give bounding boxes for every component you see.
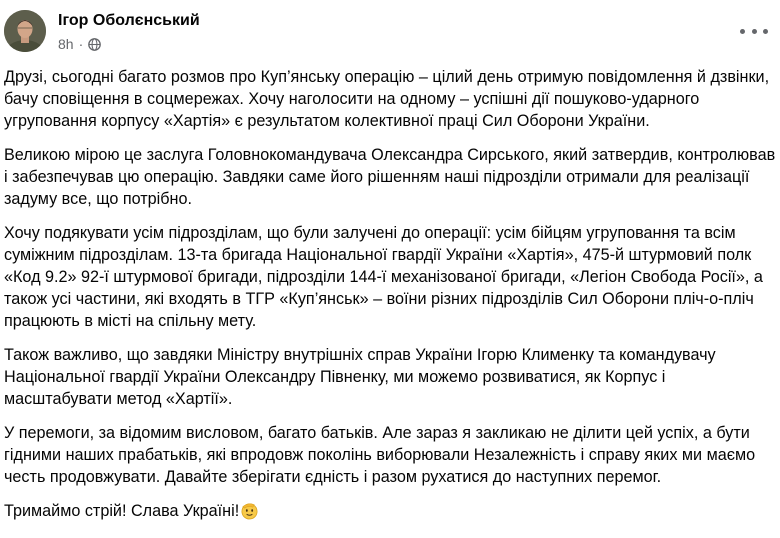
post-paragraph: Хочу подякувати усім підрозділам, що були залучені до операції: усім бійцям угруповання та всім суміжним підрозділам. 13-та бригада Національної гвардії України «Хартія», 475-й штурмовий полк «Код 9.2» 92-ї штурмової бригади, підрозділи 144-ї механізованої бригади, «Легіон Свобода Росії», а також усі частини, які входять в ТГР «Куп’янськ» – воїни різних підрозділів Сил Оборони пліч-о-пліч працюють в місті на спільну мету. [4, 224, 763, 330]
post-header [0, 0, 780, 62]
post-closing-text: Тримаймо стрій! Слава Україні! [4, 502, 240, 520]
globe-icon [88, 38, 101, 51]
author-avatar[interactable] [4, 10, 46, 52]
post-time[interactable]: 8h [58, 36, 74, 52]
saluting-face-emoji-icon [240, 501, 259, 520]
post-meta [58, 36, 101, 52]
author-name[interactable]: Ігор Оболєнський [58, 12, 200, 29]
post-paragraph: Великою мірою це заслуга Головнокомандувача Олександра Сирського, який затвердив, контролював і забезпечував цю операцію. Завдяки саме його рішенням наші підрозділи отримали для реалізації задуму все, що потрібно. [4, 146, 776, 208]
more-dot [740, 29, 745, 34]
more-options-icon[interactable] [740, 20, 768, 42]
post-paragraph: Також важливо, що завдяки Міністру внутрішніх справ України Ігорю Клименку та командувачу Національної гвардії України Олександру Півненку, ми можемо розвиватися, як Корпус і масштабувати метод «Хартії». [4, 346, 716, 408]
post-body [4, 66, 776, 534]
avatar-image [4, 10, 46, 52]
meta-separator: · [78, 36, 84, 52]
more-dot [763, 29, 768, 34]
post-paragraph: Друзі, сьогодні багато розмов про Куп’янську операцію – цілий день отримую повідомлення й дзвінки, бачу сповіщення в соцмережах. Хочу наголосити на одному – успішні дії пошуково-ударного угруповання корпусу «Хартія» є результатом колективної праці Сил Оборони України. [4, 68, 770, 130]
post-closing-line [4, 500, 776, 522]
more-dot [752, 29, 757, 34]
post-paragraph: У перемоги, за відомим висловом, багато батьків. Але зараз я закликаю не ділити цей успіх, а бути гідними наших прабатьків, які впродовж поколінь виборювали Незалежність і справу яких ми маємо честь продовжувати. Давайте зберігати єдність і разом рухатися до наступних перемог. [4, 424, 756, 486]
